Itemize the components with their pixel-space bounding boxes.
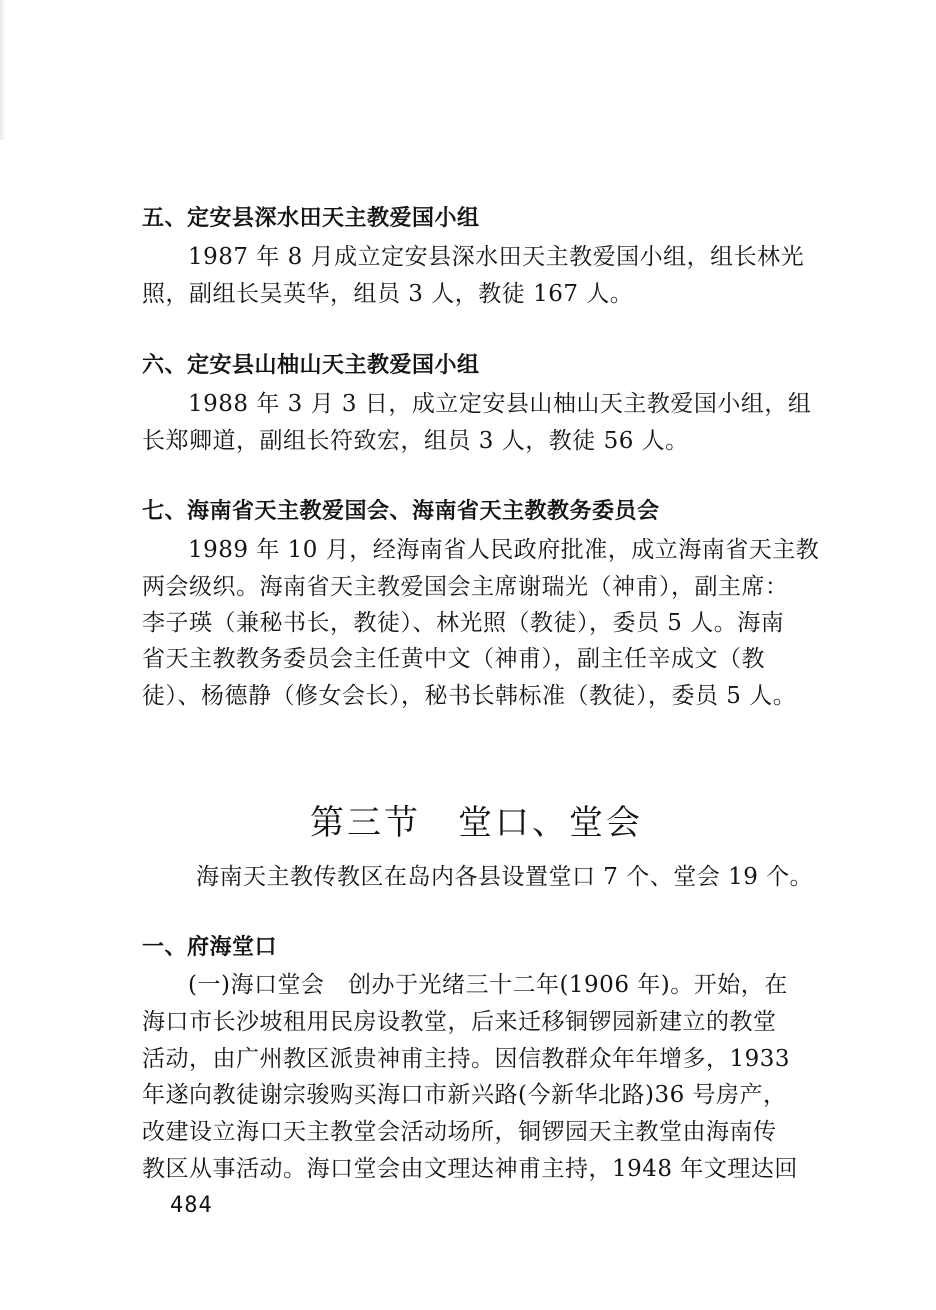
- chapter-intro: 海南天主教传教区在岛内各县设置堂口 7 个、堂会 19 个。: [196, 864, 814, 890]
- paragraph-line: 徒）、杨德静（修女会长），秘书长韩标准（教徒），委员 5 人。: [142, 683, 797, 709]
- subsection-heading: 一、府海堂口: [142, 935, 278, 960]
- scan-edge-shadow: [0, 0, 6, 140]
- paragraph-line: 改建设立海口天主教堂会活动场所，铜锣园天主教堂由海南传: [142, 1119, 777, 1145]
- paragraph-line: 教区从事活动。海口堂会由文理达神甫主持，1948 年文理达回: [142, 1156, 798, 1182]
- section-heading-5: 五、定安县深水田天主教爱国小组: [142, 206, 480, 231]
- paragraph-line: 长郑卿道，副组长符致宏，组员 3 人，教徒 56 人。: [142, 428, 689, 454]
- paragraph-line: 1988 年 3 月 3 日，成立定安县山柚山天主教爱国小组，组: [188, 391, 812, 417]
- paragraph-line: 海口市长沙坡租用民房设教堂，后来迁移铜锣园新建立的教堂: [142, 1009, 777, 1035]
- page-number: 484: [170, 1193, 213, 1218]
- paragraph-line: 活动，由广州教区派贵神甫主持。因信教群众年年增多，1933: [142, 1046, 791, 1072]
- paragraph-line: 1989 年 10 月，经海南省人民政府批准，成立海南省天主教: [188, 537, 820, 563]
- paragraph-line: (一)海口堂会 创办于光绪三十二年(1906 年)。开始，在: [188, 972, 788, 998]
- paragraph-line: 省天主教教务委员会主任黄中文（神甫），副主任辛成文（教: [142, 646, 765, 672]
- paragraph-line: 年遂向教徒谢宗骏购买海口市新兴路(今新华北路)36 号房产，: [142, 1082, 787, 1108]
- paragraph-line: 照，副组长吴英华，组员 3 人，教徒 167 人。: [142, 281, 634, 307]
- paragraph-line: 李子瑛（兼秘书长，教徒）、林光照（教徒），委员 5 人。海南: [142, 610, 785, 636]
- chapter-section-title: 第三节 堂口、堂会: [310, 803, 643, 843]
- paragraph-line: 两会级织。海南省天主教爱国会主席谢瑞光（神甫），副主席：: [142, 574, 789, 600]
- section-heading-7: 七、海南省天主教爱国会、海南省天主教教务委员会: [142, 499, 660, 524]
- paragraph-line: 1987 年 8 月成立定安县深水田天主教爱国小组，组长林光: [188, 244, 805, 270]
- section-heading-6: 六、定安县山柚山天主教爱国小组: [142, 353, 480, 378]
